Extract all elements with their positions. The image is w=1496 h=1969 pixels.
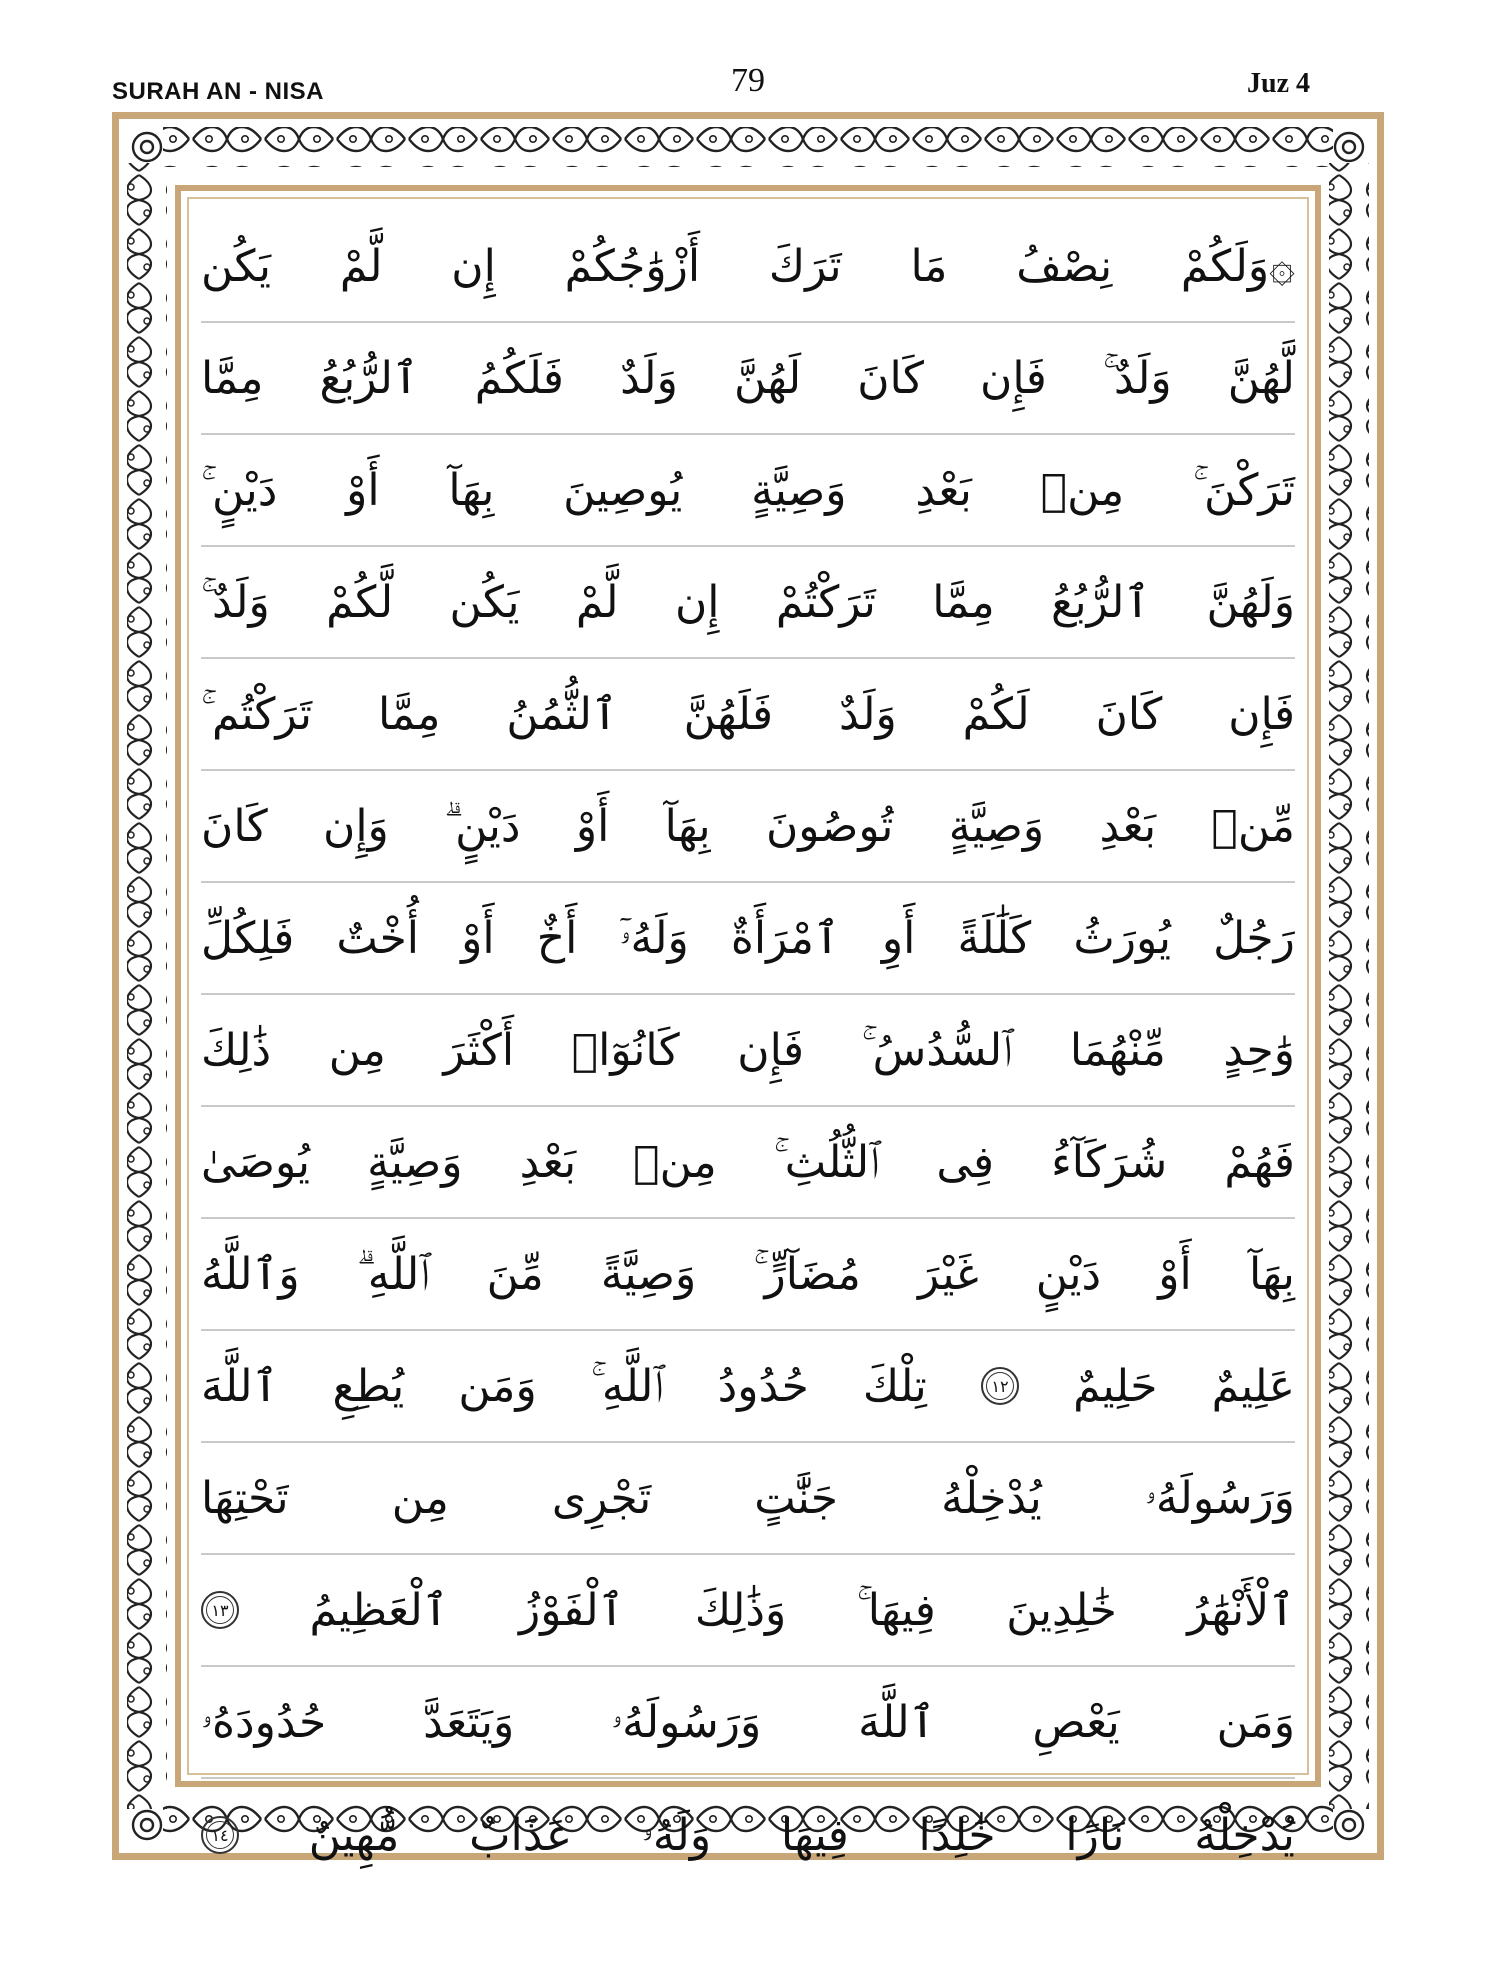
arabic-word: وَلَهُۥٓ	[619, 912, 689, 964]
surah-title: SURAH AN - NISA	[112, 78, 324, 105]
arabic-word: مُضَآرٍّ ۚ	[753, 1248, 861, 1300]
juz-label: Juz 4	[1247, 68, 1310, 99]
arabic-word: لَهُنَّ	[733, 352, 802, 404]
arabic-word: وَلَهُنَّ	[1206, 576, 1295, 628]
arabic-word: وَصِيَّةً	[600, 1248, 697, 1300]
text-line	[201, 547, 1295, 659]
arabic-word: تَحْتِهَا	[201, 1472, 289, 1524]
arabic-word: فَإِن	[980, 352, 1047, 404]
arabic-word: كَانُوٓا۟	[571, 1024, 680, 1076]
arabic-word: وَصِيَّةٍ	[948, 800, 1045, 852]
arabic-word: لَكُمْ	[962, 688, 1030, 740]
arabic-word: حُدُودُ	[717, 1360, 809, 1412]
arabic-word: فَإِن	[737, 1024, 805, 1076]
arabic-word: بِهَآ	[664, 800, 711, 852]
arabic-word: وَٰحِدٍ	[1223, 1024, 1295, 1076]
arabic-word: يُدْخِلْهُ	[1194, 1809, 1295, 1861]
arabic-word: وَلَدٌ ۚ	[201, 576, 270, 628]
arabic-word: أَوْ	[461, 912, 495, 964]
arabic-word: يَعْصِ	[1032, 1696, 1120, 1748]
arabic-word: ٱللَّهِ ۗ	[356, 1248, 430, 1300]
text-line	[201, 211, 1295, 323]
arabic-word: تِلْكَ	[862, 1360, 927, 1412]
arabic-word: فَإِن	[1228, 688, 1295, 740]
arabic-word: وَلَدٌ	[620, 352, 678, 404]
text-line	[201, 771, 1295, 883]
arabic-word: بَعْدِ	[519, 1136, 577, 1188]
arabic-word: مِّنْهُمَا	[1069, 1024, 1166, 1076]
arabic-word: مَا	[910, 240, 948, 292]
arabic-word: ٱلْعَظِيمُ	[309, 1584, 449, 1636]
arabic-word: ٱلْأَنْهَٰرُ	[1187, 1584, 1295, 1636]
ornamental-frame	[112, 112, 1384, 1860]
arabic-word: لَّهُنَّ	[1227, 352, 1295, 404]
arabic-word: وَيَتَعَدَّ	[423, 1696, 515, 1748]
arabic-word: وَمَن	[1216, 1696, 1295, 1748]
text-line	[201, 1779, 1295, 1891]
arabic-word: وَمَن	[458, 1360, 537, 1412]
arabic-word: مِن	[328, 1024, 386, 1076]
arabic-word: ٱلرُّبُعُ	[1051, 576, 1151, 628]
arabic-word: أَوْ	[1158, 1248, 1192, 1300]
arabic-word: مِنۢ	[1040, 464, 1125, 516]
arabic-word: فِى	[936, 1136, 995, 1188]
arabic-word: وَرَسُولَهُۥ	[611, 1696, 762, 1748]
arabic-word: ٱمْرَأَةٌ	[730, 912, 840, 964]
arabic-word: ٱللَّهَ	[201, 1360, 279, 1412]
ayah-number-marker: ١٤	[201, 1816, 239, 1854]
arabic-word: يُورَثُ	[1073, 912, 1171, 964]
arabic-word: أَوِ	[881, 912, 916, 964]
text-line	[201, 659, 1295, 771]
arabic-word: أَزْوَٰجُكُمْ	[564, 240, 701, 292]
arabic-word: مِمَّا	[377, 688, 441, 740]
arabic-word: ذَٰلِكَ	[201, 1024, 272, 1076]
arabic-word: فَلَكُمُ	[474, 352, 564, 404]
arabic-word: ٱلْفَوْزُ	[519, 1584, 625, 1636]
arabic-word: أَكْثَرَ	[443, 1024, 515, 1076]
arabic-word: بَعْدِ	[1099, 800, 1157, 852]
arabic-word: وَٱللَّهُ	[201, 1248, 300, 1300]
arabic-word: أُخْتٌ	[336, 912, 419, 964]
page-number: 79	[731, 62, 765, 99]
text-line	[201, 1555, 1295, 1667]
arabic-word: مِمَّا	[201, 352, 264, 404]
arabic-word: يَكُن	[449, 576, 520, 628]
text-line	[201, 995, 1295, 1107]
arabic-word: وَإِن	[323, 800, 389, 852]
arabic-word: حُدُودَهُۥ	[201, 1696, 327, 1748]
arabic-word: فَلَهُنَّ	[683, 688, 774, 740]
arabic-word: خَٰلِدِينَ	[1006, 1584, 1117, 1636]
arabic-word: يُدْخِلْهُ	[941, 1472, 1042, 1524]
arabic-word: إِن	[451, 240, 496, 292]
arabic-word: إِن	[674, 576, 720, 628]
arabic-word: بَعْدِ	[915, 464, 972, 516]
arabic-word: مِن	[391, 1472, 449, 1524]
arabic-word: تَرَكَ	[768, 240, 842, 292]
arabic-word: كَانَ	[201, 800, 268, 852]
text-line	[201, 1443, 1295, 1555]
arabic-word: بِهَآ	[1248, 1248, 1295, 1300]
arabic-word: خَٰلِدًا	[918, 1809, 996, 1861]
arabic-word: عَلِيمٌ	[1211, 1360, 1295, 1412]
arabic-word: يَكُن	[201, 240, 272, 292]
arabic-word: يُوصِينَ	[563, 464, 683, 516]
arabic-word: مِمَّا	[932, 576, 995, 628]
arabic-word: تَرَكْنَ ۚ	[1192, 464, 1295, 516]
arabic-word: ۞وَلَكُمْ	[1180, 240, 1295, 292]
arabic-word: وَصِيَّةٍ	[367, 1136, 463, 1188]
arabic-word: حَلِيمٌ	[1073, 1360, 1158, 1412]
text-line	[201, 1667, 1295, 1779]
arabic-word: تُوصُونَ	[765, 800, 894, 852]
arabic-word: يُطِعِ	[332, 1360, 405, 1412]
ayah-number-marker: ١٣	[201, 1591, 239, 1629]
arabic-word: مِنۢ	[633, 1136, 717, 1188]
arabic-word: تَرَكْتُم ۚ	[201, 688, 313, 740]
arabic-word: ٱلرُّبُعُ	[319, 352, 419, 404]
arabic-word: دَيْنٍ	[1035, 1248, 1102, 1300]
arabic-word: فِيهَا	[780, 1809, 849, 1861]
arabic-word: دَيْنٍ ۚ	[201, 464, 278, 516]
arabic-word: لَّكُمْ	[326, 576, 394, 628]
arabic-word: كَانَ	[1095, 688, 1163, 740]
text-panel	[175, 185, 1321, 1861]
arabic-word: كَلَٰلَةً	[957, 912, 1032, 964]
arabic-word: مُّهِينٌ	[308, 1809, 400, 1861]
arabic-word: شُرَكَآءُ	[1051, 1136, 1168, 1188]
arabic-word: يُوصَىٰ	[201, 1136, 311, 1188]
text-line	[201, 435, 1295, 547]
arabic-word: وَذَٰلِكَ	[694, 1584, 787, 1636]
arabic-word: مِّنۢ	[1211, 800, 1295, 852]
arabic-word: ٱللَّهَ	[858, 1696, 936, 1748]
text-line	[201, 1331, 1295, 1443]
arabic-word: دَيْنٍ ۗ	[444, 800, 521, 852]
arabic-word: ٱلسُّدُسُ ۚ	[861, 1024, 1013, 1076]
arabic-word: غَيْرَ	[918, 1248, 979, 1300]
arabic-word: ٱلثُّلُثِ ۚ	[773, 1136, 880, 1188]
arabic-word: أَخٌ	[536, 912, 578, 964]
arabic-word: وَرَسُولَهُۥ	[1144, 1472, 1295, 1524]
arabic-word: لَّمْ	[339, 240, 383, 292]
arabic-word: ٱللَّهِ ۚ	[590, 1360, 664, 1412]
arabic-word: رَجُلٌ	[1213, 912, 1295, 964]
arabic-word: لَّمْ	[575, 576, 619, 628]
arabic-word: وَلَدٌ ۚ	[1102, 352, 1172, 404]
text-line	[201, 1107, 1295, 1219]
arabic-word: أَوْ	[346, 464, 380, 516]
arabic-word: تَرَكْتُمْ	[775, 576, 876, 628]
arabic-word: كَانَ	[857, 352, 924, 404]
arabic-word: وَلَدٌ	[838, 688, 897, 740]
arabic-word: عَذَابٌ	[469, 1809, 573, 1861]
text-line	[201, 1219, 1295, 1331]
arabic-word: بِهَآ	[448, 464, 495, 516]
arabic-word: أَوْ	[575, 800, 610, 852]
arabic-word: فِيهَا ۚ	[856, 1584, 936, 1636]
arabic-word: تَجْرِى	[551, 1472, 652, 1524]
arabic-word: جَنَّٰتٍ	[754, 1472, 838, 1524]
arabic-word: نِصْفُ	[1016, 240, 1113, 292]
text-line	[201, 883, 1295, 995]
arabic-word: وَصِيَّةٍ	[751, 464, 847, 516]
arabic-word: ٱلثُّمُنُ	[506, 688, 618, 740]
arabic-word: مِّنَ	[486, 1248, 544, 1300]
arabic-word: فَلِكُلِّ	[201, 912, 295, 964]
text-line	[201, 323, 1295, 435]
ayah-number-marker: ١٢	[981, 1367, 1019, 1405]
arabic-word: نَارًا	[1065, 1809, 1125, 1861]
arabic-word: فَهُمْ	[1224, 1136, 1295, 1188]
arabic-word: وَلَهُۥ	[641, 1809, 712, 1861]
